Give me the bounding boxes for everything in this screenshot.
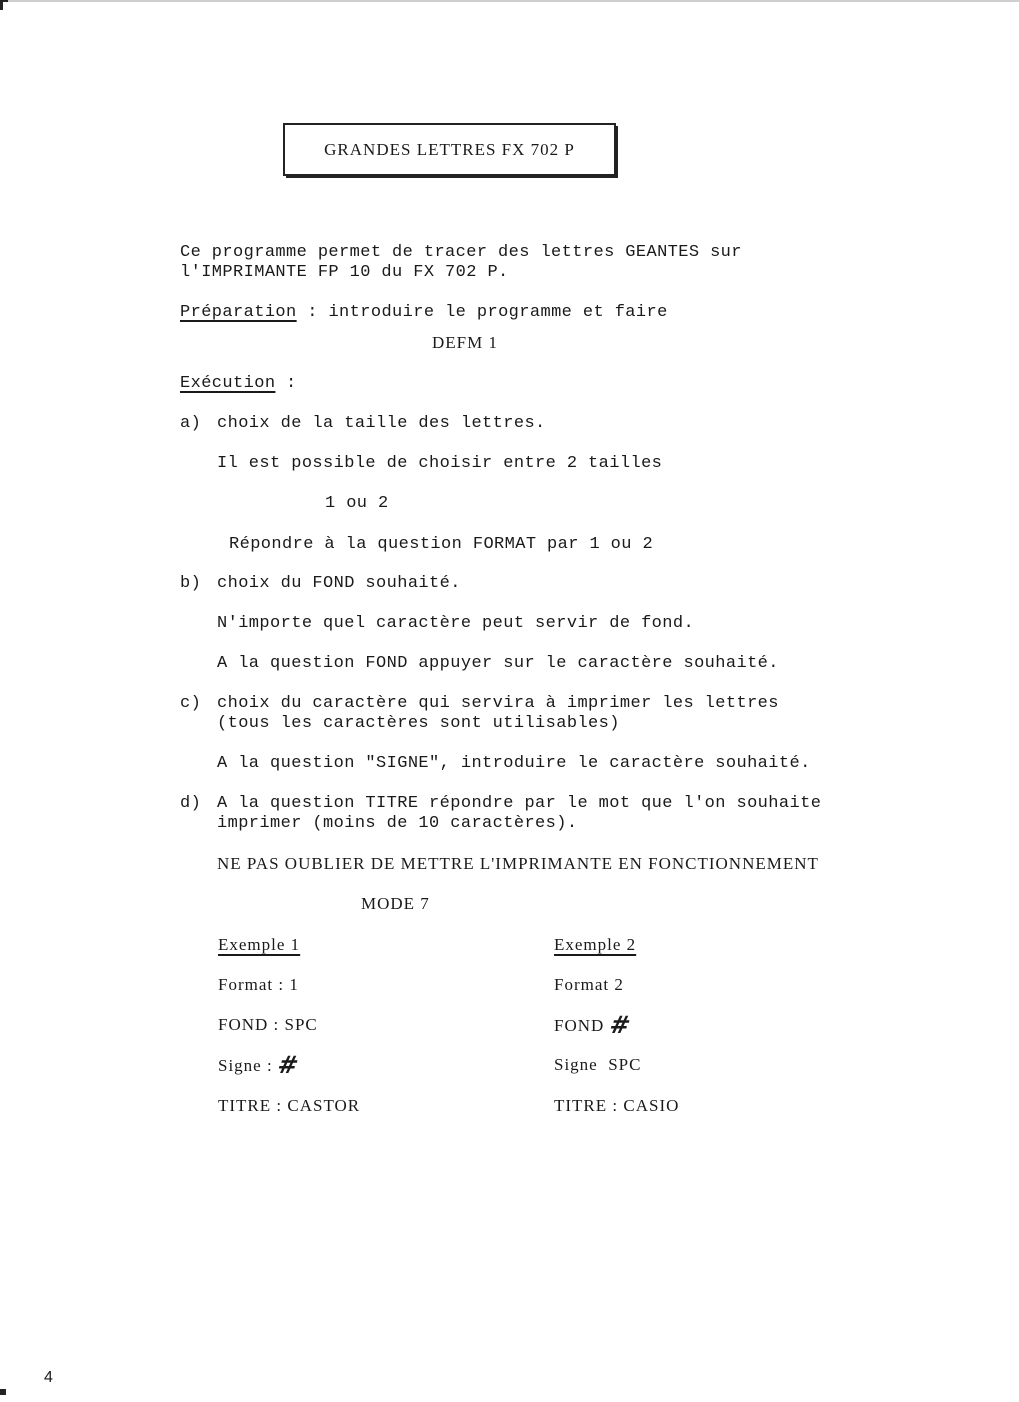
- execution-paragraph: [180, 374, 297, 394]
- step-b-label: b): [180, 574, 202, 593]
- execution-heading: Exécution: [180, 374, 276, 393]
- example-1-signe: [218, 1051, 303, 1079]
- step-b-text: choix du FOND souhaité.: [217, 574, 461, 593]
- example-1-heading: Exemple 1: [218, 935, 301, 954]
- step-d-mode: MODE 7: [361, 894, 430, 913]
- page-number: 4: [44, 1369, 54, 1386]
- example-2-fond-label: FOND: [554, 1016, 610, 1035]
- step-a-detail: Il est possible de choisir entre 2 tailles: [217, 454, 663, 473]
- step-c-text-1: choix du caractère qui servira à imprimer les lettres: [217, 694, 779, 713]
- preparation-paragraph: [180, 303, 668, 323]
- step-a-label: a): [180, 414, 202, 433]
- step-a-instruction: Répondre à la question FORMAT par 1 ou 2: [229, 535, 654, 554]
- step-c-text-2: (tous les caractères sont utilisables): [217, 714, 620, 733]
- intro-line-2: l'IMPRIMANTE FP 10 du FX 702 P.: [180, 263, 509, 282]
- scan-corner-mark: [0, 0, 8, 10]
- example-2-signe: Signe SPC: [554, 1055, 642, 1074]
- hash-glyph-icon: #: [606, 1011, 634, 1039]
- example-2-titre: TITRE : CASIO: [554, 1096, 680, 1115]
- example-2-fond: [554, 1011, 634, 1039]
- preparation-command: DEFM 1: [432, 333, 498, 352]
- step-d-warning: NE PAS OUBLIER DE METTRE L'IMPRIMANTE EN FONCTIONNEMENT: [217, 854, 819, 873]
- page-top-edge: [0, 0, 1019, 2]
- preparation-separator: :: [296, 303, 318, 322]
- step-d-text-1: A la question TITRE répondre par le mot que l'on souhaite: [217, 794, 822, 813]
- preparation-heading: Préparation: [180, 303, 297, 322]
- step-b-instruction: A la question FOND appuyer sur le caractère souhaité.: [217, 654, 779, 673]
- example-1-fond: FOND : SPC: [218, 1015, 318, 1034]
- step-b-detail: N'importe quel caractère peut servir de fond.: [217, 614, 695, 633]
- example-2-format: Format 2: [554, 975, 624, 994]
- preparation-text: introduire le programme et faire: [317, 303, 668, 322]
- example-1-titre: TITRE : CASTOR: [218, 1096, 361, 1115]
- example-1-signe-label: Signe :: [218, 1056, 278, 1075]
- page-title: GRANDES LETTRES FX 702 P: [324, 139, 575, 159]
- hash-glyph-icon: #: [274, 1051, 303, 1079]
- step-a-options: 1 ou 2: [325, 494, 389, 513]
- step-c-instruction: A la question "SIGNE", introduire le caractère souhaité.: [217, 754, 811, 773]
- scan-edge-mark: [0, 1389, 6, 1395]
- execution-separator: :: [275, 374, 297, 393]
- title-box: [283, 123, 616, 176]
- step-d-text-2: imprimer (moins de 10 caractères).: [217, 814, 578, 833]
- step-c-label: c): [180, 694, 202, 713]
- step-a-text: choix de la taille des lettres.: [217, 414, 546, 433]
- step-d-label: d): [180, 794, 202, 813]
- example-2-heading: Exemple 2: [554, 935, 637, 954]
- intro-line-1: Ce programme permet de tracer des lettres GEANTES sur: [180, 243, 742, 262]
- example-1-format: Format : 1: [218, 975, 299, 994]
